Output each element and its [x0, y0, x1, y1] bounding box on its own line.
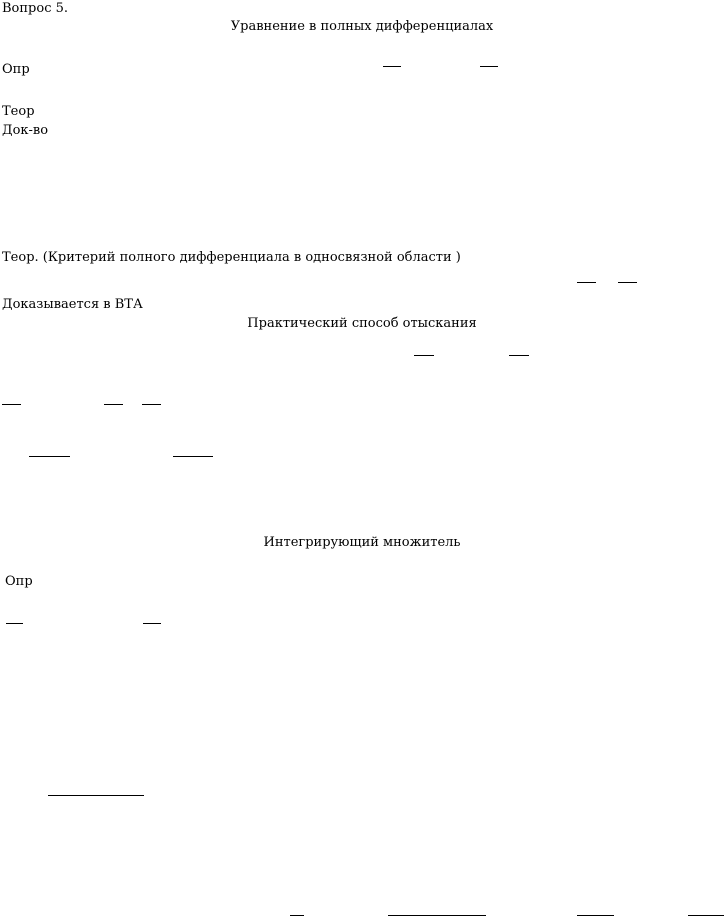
definition-label: Опр [2, 62, 30, 77]
fraction-bar [383, 66, 401, 67]
question-number: Вопрос 5. [2, 1, 69, 16]
proof-label: Док-во [2, 123, 49, 138]
fraction-bar [290, 915, 304, 916]
fraction-bar [577, 915, 614, 916]
fraction-bar [173, 456, 213, 457]
fraction-bar [48, 795, 144, 796]
section-title-integrating-factor: Интегрирующий множитель [263, 535, 461, 550]
fraction-bar [29, 456, 70, 457]
fraction-bar [509, 355, 529, 356]
fraction-bar [142, 404, 161, 405]
fraction-bar [388, 915, 486, 916]
proved-in-note: Доказывается в ВТА [2, 297, 143, 312]
theorem-label: Теор [2, 104, 35, 119]
fraction-bar [143, 623, 161, 624]
fraction-bar [577, 282, 596, 283]
criterion-theorem: Теор. (Критерий полного дифференциала в односвязной области ) [2, 250, 461, 265]
fraction-bar [104, 404, 123, 405]
section-title-practical-method: Практический способ отыскания [247, 316, 477, 331]
fraction-bar [688, 915, 724, 916]
fraction-bar [2, 404, 21, 405]
fraction-bar [618, 282, 637, 283]
definition-label-2: Опр [5, 574, 33, 589]
fraction-bar [6, 623, 23, 624]
fraction-bar [414, 355, 434, 356]
fraction-bar [480, 66, 498, 67]
section-title-total-differentials: Уравнение в полных дифференциалах [230, 19, 494, 34]
